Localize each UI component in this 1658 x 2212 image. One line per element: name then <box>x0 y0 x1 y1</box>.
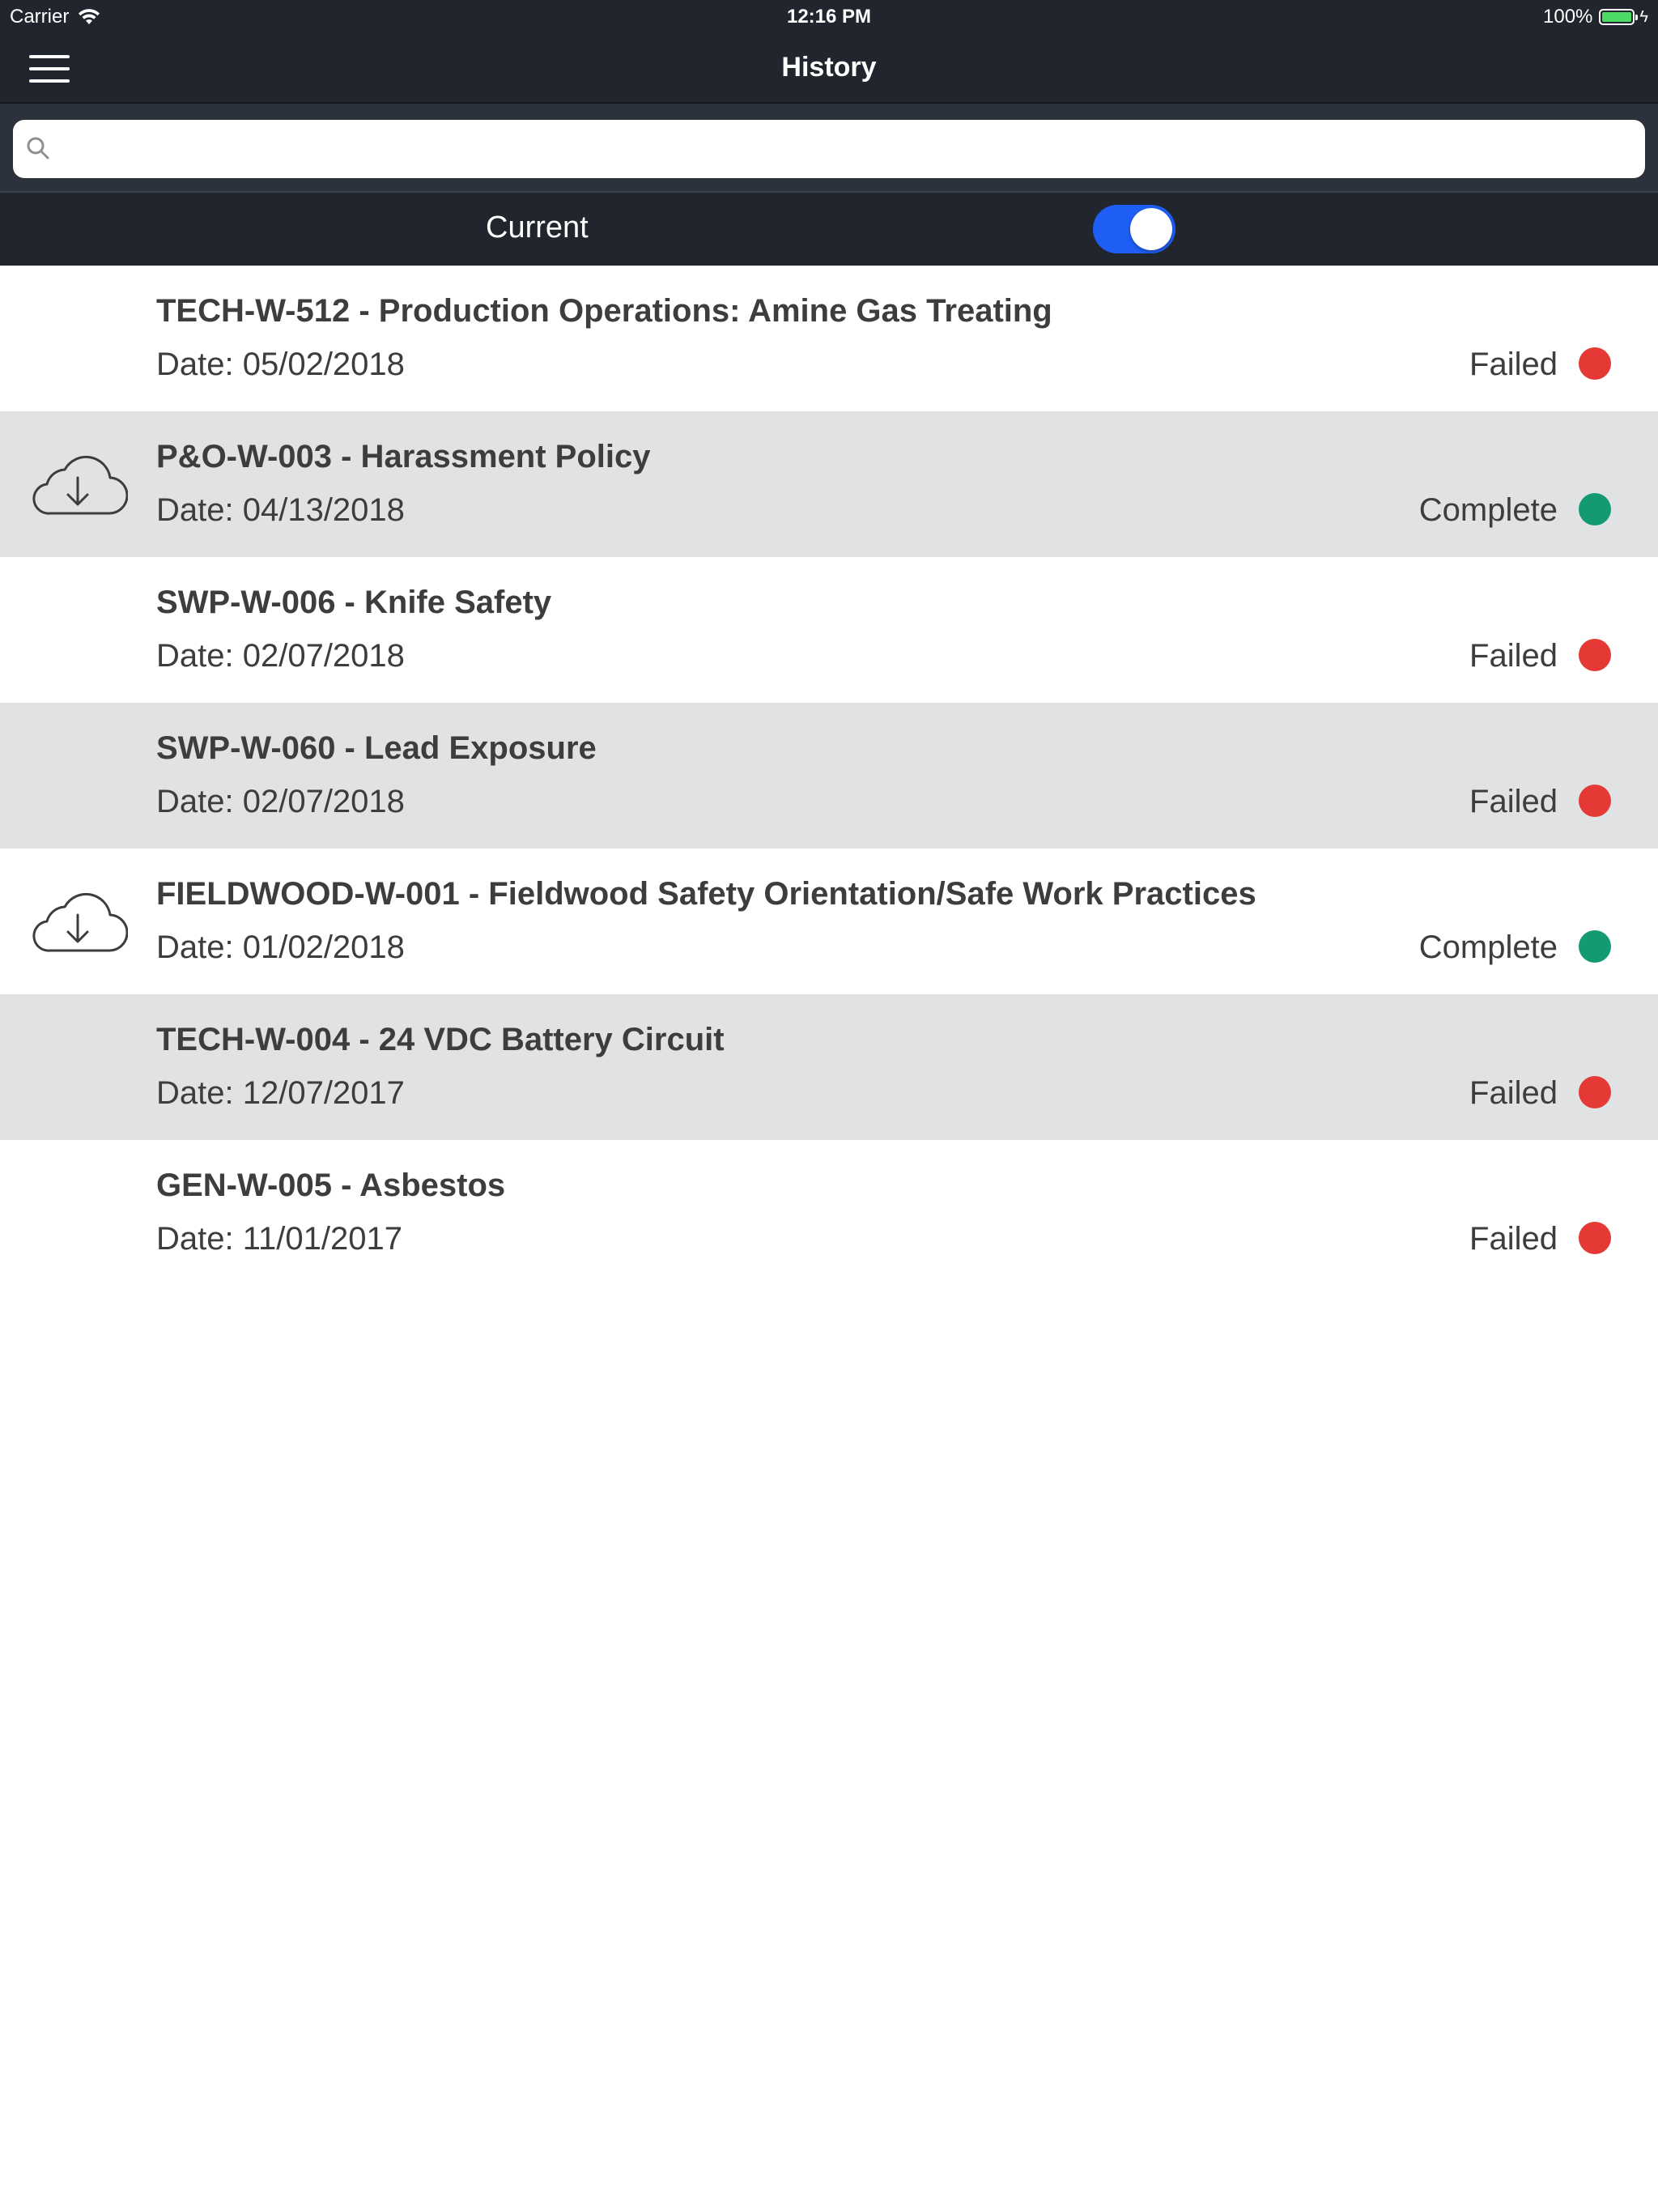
search-icon <box>24 134 52 162</box>
list-item[interactable] <box>0 1140 1658 1286</box>
status-dot-icon <box>1579 785 1611 817</box>
item-title: FIELDWOOD-W-001 - Fieldwood Safety Orientation/Safe Work Practices <box>156 876 1256 912</box>
status-dot-icon <box>1579 347 1611 380</box>
battery-icon <box>1599 9 1635 25</box>
carrier-label: Carrier <box>10 6 70 28</box>
status-dot-icon <box>1579 930 1611 963</box>
current-filter-label: Current <box>486 211 589 245</box>
list-item[interactable] <box>0 849 1658 994</box>
item-date: Date: 12/07/2017 <box>156 1075 405 1111</box>
item-title: SWP-W-060 - Lead Exposure <box>156 730 597 766</box>
item-date: Date: 02/07/2018 <box>156 638 405 674</box>
list-item[interactable] <box>0 557 1658 703</box>
item-title: TECH-W-512 - Production Operations: Amine Gas Treating <box>156 293 1052 329</box>
item-title: SWP-W-006 - Knife Safety <box>156 585 552 620</box>
item-status: Failed <box>1469 1075 1558 1111</box>
search-area <box>0 104 1658 193</box>
item-status: Complete <box>1418 492 1558 528</box>
status-dot-icon <box>1579 1222 1611 1254</box>
list-item[interactable] <box>0 703 1658 849</box>
battery-percent: 100% <box>1543 6 1593 28</box>
status-battery <box>1543 6 1648 28</box>
charging-bolt-icon: ϟ <box>1639 7 1648 26</box>
toggle-knob <box>1130 208 1172 250</box>
history-list <box>0 266 1658 1286</box>
status-dot-icon <box>1579 493 1611 525</box>
status-time: 12:16 PM <box>786 6 872 28</box>
item-title: P&O-W-003 - Harassment Policy <box>156 439 651 474</box>
nav-bar <box>0 34 1658 104</box>
item-status: Failed <box>1469 347 1558 382</box>
item-date: Date: 04/13/2018 <box>156 492 405 528</box>
item-status: Complete <box>1418 929 1558 965</box>
item-status: Failed <box>1469 1221 1558 1257</box>
item-date: Date: 05/02/2018 <box>156 347 405 382</box>
item-status: Failed <box>1469 784 1558 819</box>
page-title: History <box>781 52 877 83</box>
status-dot-icon <box>1579 639 1611 671</box>
item-title: GEN-W-005 - Asbestos <box>156 1168 506 1203</box>
item-title: TECH-W-004 - 24 VDC Battery Circuit <box>156 1022 725 1057</box>
status-dot-icon <box>1579 1076 1611 1108</box>
item-date: Date: 11/01/2017 <box>156 1221 402 1257</box>
item-status: Failed <box>1469 638 1558 674</box>
list-item[interactable] <box>0 411 1658 557</box>
cloud-download-icon[interactable] <box>28 453 128 521</box>
filter-bar <box>0 193 1658 266</box>
item-date: Date: 02/07/2018 <box>156 784 405 819</box>
search-box[interactable] <box>13 120 1645 178</box>
list-item[interactable] <box>0 994 1658 1140</box>
item-date: Date: 01/02/2018 <box>156 929 405 965</box>
status-bar <box>0 0 1658 34</box>
current-toggle[interactable] <box>1093 205 1175 253</box>
cloud-download-icon[interactable] <box>28 891 128 958</box>
search-input[interactable] <box>62 120 1635 180</box>
list-item[interactable] <box>0 266 1658 411</box>
